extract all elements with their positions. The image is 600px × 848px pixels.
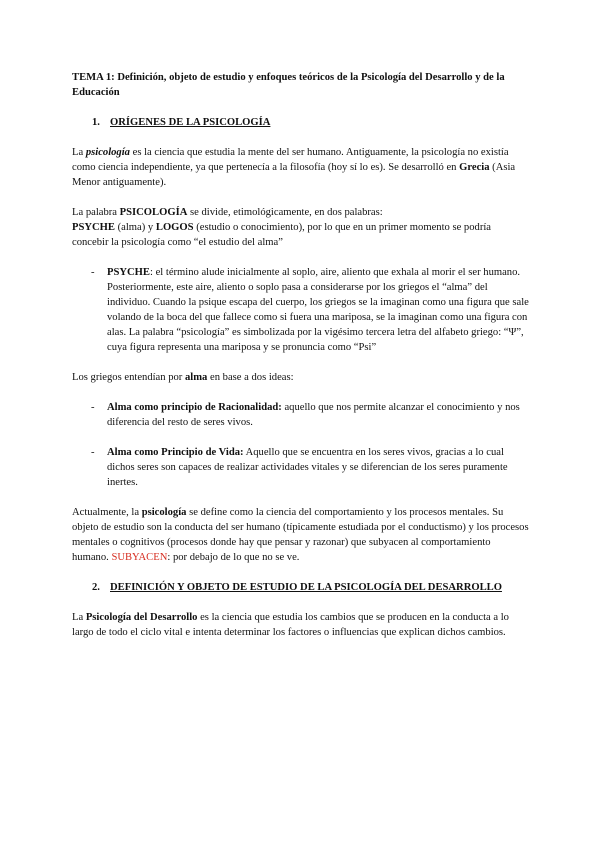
paragraph-psicologia-actual <box>72 505 530 565</box>
bullet-racionalidad <box>72 400 530 430</box>
section-1-number: 1. <box>92 117 100 128</box>
text-run-bold: PSICOLOGÍA <box>119 207 188 218</box>
text-run-bold: Psicología del Desarrollo <box>85 612 198 623</box>
text-run-bold: psicología <box>85 147 130 158</box>
text-run: en base a dos ideas: <box>207 372 294 383</box>
text-run-bold: Grecia <box>459 162 490 173</box>
text-run-bold: PSYCHE <box>72 222 115 233</box>
text-run: aquello que nos permite alcanzar el conocimiento y nos diferencia del resto de seres vivos. <box>107 402 520 428</box>
text-run: : el término alude inicialmente al soplo, aire, aliento que exhala al morir el ser humano. Posteriormente, este aire, aliento o soplo pasa a considerarse por los griegos el “alma” del individuo. Cuando la psique escapa del cuerpo, los griegos se la imaginan como una figura que sale volando de la boca del que fallece como si fuera una mariposa, se la imaginan como una figura con alas. La palabra “psicología” es simbolizada por la vigésimo tercera letra del alfabeto griego: “Ψ”, cuya figura representa una mariposa y se pronuncia como “Psi” <box>107 267 529 353</box>
paragraph-psicologia-desarrollo <box>72 610 530 640</box>
text-run: Los griegos entendían por <box>72 372 185 383</box>
bullet-psyche <box>72 265 530 355</box>
section-1-heading <box>72 115 530 130</box>
bullet-dash: - <box>91 402 95 413</box>
document-title: TEMA 1: Definición, objeto de estudio y enfoques teóricos de la Psicología del Desarrollo y de la Educación <box>72 72 505 98</box>
text-run-bold: Alma como Principio de Vida: <box>107 447 244 458</box>
section-2-heading <box>72 580 530 595</box>
text-run-bold: PSYCHE <box>107 267 150 278</box>
text-run: (Asia Menor antiguamente). <box>72 162 516 188</box>
text-run: La palabra <box>72 207 120 218</box>
text-run: : por debajo de lo que no se ve. <box>167 552 300 563</box>
text-run: Aquello que se encuentra en los seres vivos, gracias a lo cual dichos seres son capaces de realizar actividades vitales y se diferencian de los seres puramente inertes. <box>107 447 508 488</box>
document-page <box>72 70 530 640</box>
text-run: se define como la ciencia del comportamiento y los procesos mentales. Su objeto de estudio son la conducta del ser humano (típicamente estudiada por el conductismo) y los procesos mentales o cognitivos (procesos donde hay que pensar y razonar) que subyacen al comportamiento humano. <box>72 507 529 563</box>
text-run: La <box>72 147 86 158</box>
text-run-bold: alma <box>184 372 208 383</box>
section-1-title: ORÍGENES DE LA PSICOLOGÍA <box>110 117 271 128</box>
paragraph-psicologia-definicion <box>72 145 530 190</box>
section-2-number: 2. <box>92 582 100 593</box>
text-run: (alma) y <box>114 222 156 233</box>
text-run: es la ciencia que estudia la mente del ser humano. Antiguamente, la psicología no existía como ciencia independiente, ya que pertenecía a la filosofía (hoy sí lo es). Se desarrolló en <box>72 147 509 173</box>
text-run-highlight: SUBYACEN <box>111 552 168 563</box>
bullet-vida <box>72 445 530 490</box>
section-2-title: DEFINICIÓN Y OBJETO DE ESTUDIO DE LA PSICOLOGÍA DEL DESARROLLO <box>110 582 502 593</box>
paragraph-alma <box>72 370 530 385</box>
text-run: La <box>72 612 86 623</box>
text-run: (estudio o conocimiento), por lo que en un primer momento se podría concebir la psicología como “el estudio del alma” <box>72 222 491 248</box>
text-run: es la ciencia que estudia los cambios que se producen en la conducta a lo largo de todo el ciclo vital e intenta determinar los factores o influencias que explican dichos cambios. <box>72 612 509 638</box>
paragraph-etimologia <box>72 205 530 250</box>
text-run-bold: Alma como principio de Racionalidad: <box>107 402 282 413</box>
text-run: se divide, etimológicamente, en dos palabras: <box>187 207 383 218</box>
text-run-bold: psicología <box>141 507 187 518</box>
text-run-bold: LOGOS <box>155 222 194 233</box>
bullet-dash: - <box>91 447 95 458</box>
bullet-dash: - <box>91 267 95 278</box>
text-run: Actualmente, la <box>72 507 142 518</box>
